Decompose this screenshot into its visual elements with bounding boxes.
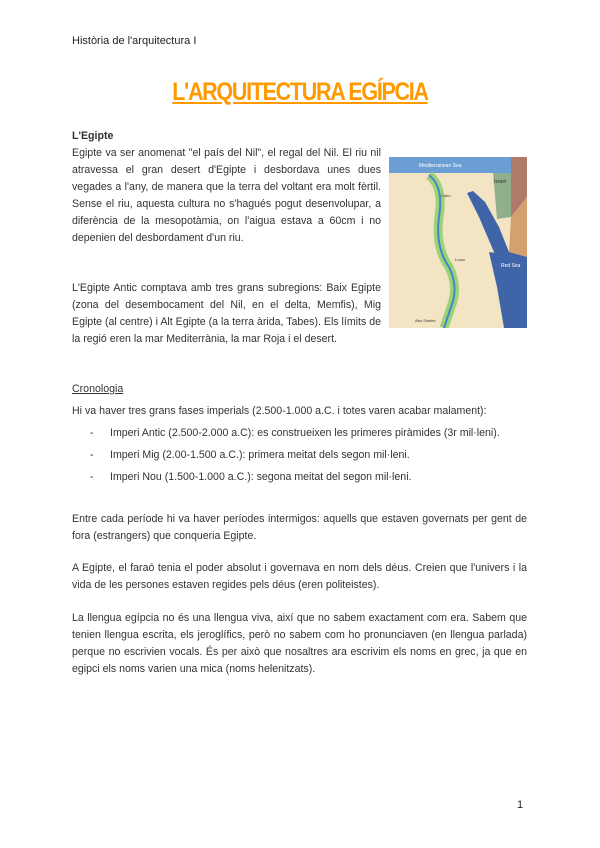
map-label: Luxor bbox=[455, 257, 466, 262]
list-item-text: Imperi Nou (1.500-1.000 a.C.): segona meitat del segon mil·leni. bbox=[110, 471, 412, 483]
section-heading-egipte: L'Egipte bbox=[72, 130, 114, 142]
map-label: Israel bbox=[494, 179, 507, 185]
bullet-dash: - bbox=[90, 449, 94, 461]
egypt-map-image bbox=[389, 157, 527, 328]
map-label: Cairo bbox=[441, 193, 451, 198]
page-header: Història de l'arquitectura I bbox=[72, 35, 197, 47]
page-number: 1 bbox=[517, 799, 524, 811]
paragraph: La llengua egípcia no és una llengua viva, així que no sabem exactament com era. Sabem que tenien llengua escrita, els jeroglífics, però no sabem com ho pronunciaven (en llengua parlada) perque no escrivien vocals. És per això que nosaltres ara escrivim els noms en grec, ja que en egipci els noms varien una mica (noms helenitzats). bbox=[72, 612, 527, 675]
map-label: Abu Simbel bbox=[415, 318, 436, 323]
bullet-dash: - bbox=[90, 427, 94, 439]
page-title: L'ARQUITECTURA EGÍPCIA bbox=[172, 78, 428, 106]
list-item-text: Imperi Mig (2.00-1.500 a.C.): primera meitat dels segon mil·leni. bbox=[110, 449, 410, 461]
map-label: Red Sea bbox=[501, 263, 521, 269]
bullet-dash: - bbox=[90, 471, 94, 483]
paragraph: Entre cada període hi va haver períodes intermigos: aquells que estaven governats per gent de fora (estrangers) que conqueria Egipte. bbox=[72, 513, 527, 542]
section-heading-cronologia: Cronologia bbox=[72, 383, 124, 395]
map-label: Mediterranean Sea bbox=[419, 163, 462, 169]
list-item bbox=[90, 471, 412, 483]
paragraph: A Egipte, el faraó tenia el poder absolut i governava en nom dels déus. Creien que l'univers i la vida de les persones estaven regides pels déus (eren politeistes). bbox=[72, 562, 527, 591]
list-item-text: Imperi Antic (2.500-2.000 a.C): es construeixen les primeres piràmides (3r mil·leni). bbox=[110, 427, 500, 439]
paragraph: Hi va haver tres grans fases imperials (2.500-1.000 a.C. i totes varen acabar malament): bbox=[72, 405, 487, 417]
list-item bbox=[90, 449, 410, 461]
paragraph: Egipte va ser anomenat "el país del Nil", el regal del Nil. El riu nil atravessa el gran desert d'Egipte i desbordava unes dues vegades a l'any, de manera que la terra del voltant era molt fèrtil. Sense el riu, aquesta cultura no s'hagués pogut desenvolupar, a diferència de la mesopotàmia, on l'aigua estava a 60cm i no depenien del desbordament d'un riu. bbox=[72, 147, 381, 244]
paragraph: L'Egipte Antic comptava amb tres grans subregions: Baix Egipte (zona del desembocament del Nil, en el delta, Memfis), Mig Egipte (al centre) i Alt Egipte (a la terra àrida, Tabes). Els límits de la regió eren la mar Mediterrània, la mar Roja i el desert. bbox=[72, 282, 381, 345]
list-item bbox=[90, 427, 500, 439]
